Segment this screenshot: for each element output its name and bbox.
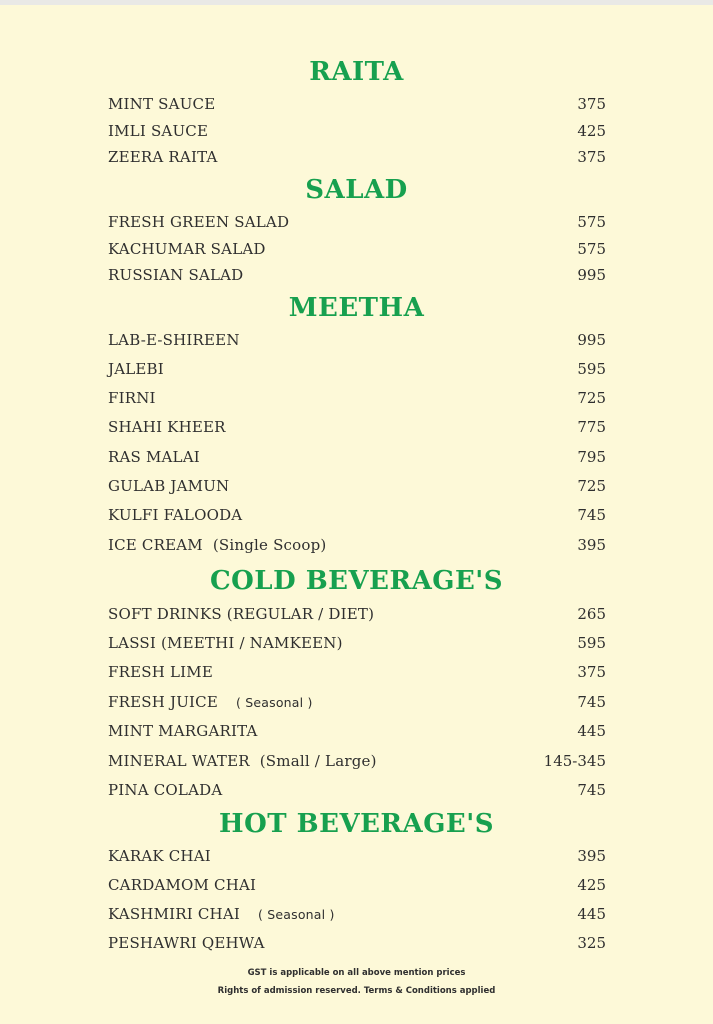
item-name — [108, 417, 226, 437]
item-price: 445 — [577, 905, 606, 923]
item-name — [108, 535, 326, 555]
item-name — [108, 388, 156, 408]
item-name — [108, 933, 265, 953]
item-price: 425 — [577, 122, 606, 140]
item-name — [108, 904, 335, 925]
item-name-text: FIRNI — [108, 389, 156, 407]
menu-item-row — [108, 875, 606, 895]
menu-item-row — [108, 535, 606, 555]
item-price: 375 — [577, 663, 606, 681]
item-name — [108, 147, 218, 167]
item-name — [108, 212, 289, 232]
item-name-text: FRESH LIME — [108, 663, 213, 681]
item-name — [108, 633, 343, 653]
section-title-raita: RAITA — [309, 57, 404, 87]
menu-item-row — [108, 933, 606, 953]
item-price: 375 — [577, 148, 606, 166]
item-price: 995 — [577, 331, 606, 349]
item-price: 445 — [577, 722, 606, 740]
item-price: 745 — [577, 781, 606, 799]
item-price: 425 — [577, 876, 606, 894]
menu-item-row — [108, 751, 606, 771]
menu-item-row — [108, 904, 606, 924]
item-name-text: MINT MARGARITA — [108, 722, 258, 740]
menu-item-row — [108, 846, 606, 866]
item-name — [108, 604, 374, 624]
item-price: 775 — [577, 418, 606, 436]
menu-item-row — [108, 662, 606, 682]
menu-item-row — [108, 633, 606, 653]
item-name — [108, 330, 240, 350]
item-name-text: LAB-E-SHIREEN — [108, 331, 240, 349]
item-name — [108, 780, 222, 800]
item-note: (Small / Large) — [259, 752, 377, 770]
item-name-text: MINERAL WATER — [108, 752, 250, 770]
item-name-text: KARAK CHAI — [108, 847, 211, 865]
item-price: 395 — [577, 536, 606, 554]
item-name — [108, 359, 164, 379]
menu-item-row — [108, 780, 606, 800]
item-price: 325 — [577, 934, 606, 952]
section-title-hot-beverages: HOT BEVERAGE'S — [219, 809, 494, 839]
menu-item-row — [108, 388, 606, 408]
item-name-text: KULFI FALOODA — [108, 506, 243, 524]
item-price: 725 — [577, 477, 606, 495]
item-price: 395 — [577, 847, 606, 865]
item-price: 725 — [577, 389, 606, 407]
item-name-text: GULAB JAMUN — [108, 477, 230, 495]
menu-item-row — [108, 330, 606, 350]
menu-item-row — [108, 721, 606, 741]
item-price: 265 — [577, 605, 606, 623]
item-price: 795 — [577, 448, 606, 466]
item-note: ( Seasonal ) — [257, 907, 335, 922]
menu-item-row — [108, 265, 606, 285]
item-name-text: PINA COLADA — [108, 781, 223, 799]
item-price: 575 — [577, 213, 606, 231]
item-price: 745 — [577, 506, 606, 524]
item-name-text: MINT SAUCE — [108, 95, 216, 113]
item-name-text: FRESH JUICE — [108, 693, 218, 711]
menu-item-row — [108, 359, 606, 379]
menu-item-row — [108, 121, 606, 141]
item-name — [108, 692, 313, 713]
item-name — [108, 121, 208, 141]
item-name-text: SOFT DRINKS (REGULAR / DIET) — [108, 605, 375, 623]
item-name — [108, 846, 211, 866]
menu-item-row — [108, 94, 606, 114]
item-name — [108, 662, 213, 682]
item-price: 595 — [577, 634, 606, 652]
section-title-cold-beverages: COLD BEVERAGE'S — [209, 566, 504, 596]
item-name — [108, 94, 215, 114]
menu-item-row — [108, 212, 606, 232]
item-name — [108, 505, 242, 525]
item-name-text: KACHUMAR SALAD — [108, 240, 266, 258]
item-note: ( Seasonal ) — [235, 695, 313, 710]
item-name-text: ICE CREAM — [108, 536, 203, 554]
item-name-text: KASHMIRI CHAI — [108, 905, 240, 923]
item-note: (Single Scoop) — [212, 536, 327, 554]
item-name-text: JALEBI — [108, 360, 164, 378]
item-name-text: RUSSIAN SALAD — [108, 266, 244, 284]
item-price: 145-345 — [543, 752, 606, 770]
item-name — [108, 721, 258, 741]
item-name — [108, 476, 229, 496]
menu-item-row — [108, 447, 606, 467]
item-name — [108, 875, 256, 895]
section-title-salad: SALAD — [305, 175, 408, 205]
footer-terms-note: Rights of admission reserved. Terms & Conditions applied — [217, 986, 496, 996]
item-name-text: FRESH GREEN SALAD — [108, 213, 290, 231]
item-name — [108, 751, 377, 771]
menu-item-row — [108, 239, 606, 259]
item-name-text: PESHAWRI QEHWA — [108, 934, 265, 952]
item-price: 745 — [577, 693, 606, 711]
item-name-text: CARDAMOM CHAI — [108, 876, 257, 894]
menu-item-row — [108, 505, 606, 525]
item-name-text: IMLI SAUCE — [108, 122, 209, 140]
section-title-meetha: MEETHA — [288, 293, 425, 323]
item-name-text: ZEERA RAITA — [108, 148, 218, 166]
item-name-text: LASSI (MEETHI / NAMKEEN) — [108, 634, 343, 652]
footer-gst-note: GST is applicable on all above mention prices — [247, 968, 466, 978]
menu-item-row — [108, 692, 606, 712]
menu-item-row — [108, 417, 606, 437]
item-name-text: RAS MALAI — [108, 448, 200, 466]
menu-item-row — [108, 604, 606, 624]
item-price: 595 — [577, 360, 606, 378]
item-price: 375 — [577, 95, 606, 113]
item-price: 575 — [577, 240, 606, 258]
item-name — [108, 239, 266, 259]
item-name — [108, 265, 243, 285]
item-name-text: SHAHI KHEER — [108, 418, 226, 436]
menu-item-row — [108, 147, 606, 167]
item-price: 995 — [577, 266, 606, 284]
menu-item-row — [108, 476, 606, 496]
item-name — [108, 447, 200, 467]
